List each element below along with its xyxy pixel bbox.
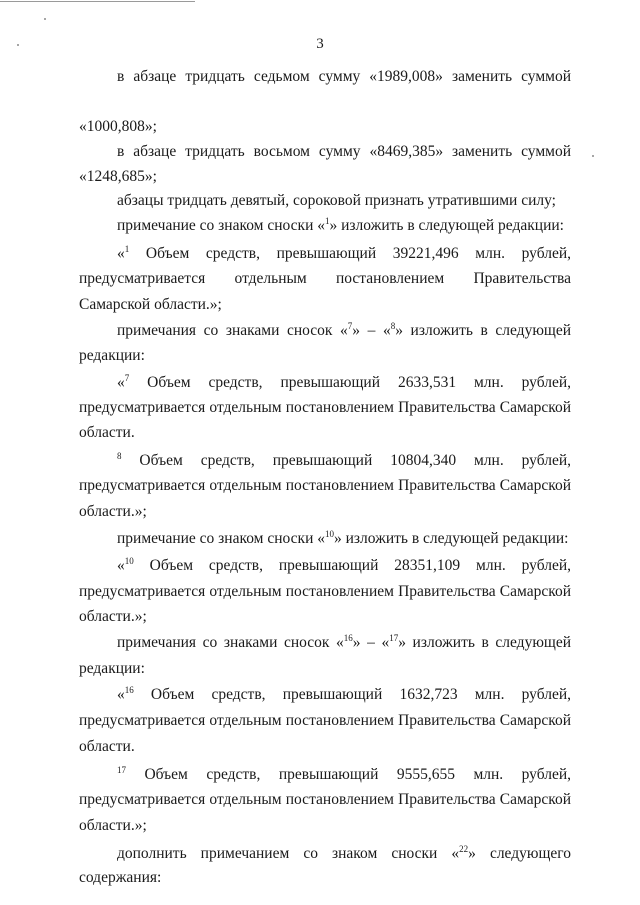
text-line: предусматривается отдельным постановлением Правительства Самарской — [79, 791, 571, 808]
text-line: предусматривается отдельным постановлением Правительства Самарской — [79, 399, 571, 416]
text-line: $^8$ Объем средств, превышающий 10804,340 млн. рублей, — [117, 451, 571, 469]
text-line: области.»; — [79, 817, 147, 834]
text-line: содержания: — [79, 869, 162, 886]
text-line: «$^{10}$ Объем средств, превышающий 28351,109 млн. рублей, — [117, 556, 571, 574]
text-line: в абзаце тридцать седьмом сумму «1989,008» заменить суммой — [117, 68, 571, 85]
text-line: предусматривается отдельным постановлением Правительства Самарской — [79, 477, 571, 494]
text-line: «1000,808»; — [79, 118, 157, 135]
text-line: редакции: — [79, 660, 145, 677]
scan-speck — [44, 18, 46, 20]
text-line: «$^7$ Объем средств, превышающий 2633,531 млн. рублей, — [117, 373, 571, 391]
text-line: примечания со знаками сносок «$^{16}$» – «$^{17}$» изложить в следующей — [117, 633, 572, 651]
text-line: области. — [79, 738, 135, 755]
text-line: «1248,685»; — [79, 168, 157, 185]
text-line: редакции: — [79, 347, 145, 364]
text-line: предусматривается отдельным постановлением Правительства Самарской — [79, 712, 571, 729]
text-line: предусматривается отдельным постановлением Правительства — [79, 270, 571, 287]
text-line: дополнить примечанием со знаком сноски «$^{22}$» следующего — [117, 844, 571, 862]
text-line: «$^{16}$ Объем средств, превышающий 1632,723 млн. рублей, — [117, 685, 571, 703]
text-line: области.»; — [79, 503, 147, 520]
scan-speck — [592, 155, 594, 157]
text-line: области.»; — [79, 608, 147, 625]
text-line: в абзаце тридцать восьмом сумму «8469,385» заменить суммой — [117, 143, 571, 160]
text-line: $^{17}$ Объем средств, превышающий 9555,655 млн. рублей, — [117, 765, 571, 783]
text-line: примечание со знаком сноски «$^1$» изложить в следующей редакции: — [117, 216, 564, 234]
scan-top-rule — [0, 1, 195, 2]
text-line: примечание со знаком сноски «$^{10}$» изложить в следующей редакции: — [117, 529, 569, 547]
text-line: абзацы тридцать девятый, сороковой признать утратившими силу; — [117, 192, 556, 209]
text-line: области. — [79, 424, 135, 441]
text-line: Самарской области.»; — [79, 296, 222, 313]
page-number: 3 — [316, 36, 324, 52]
text-line: примечания со знаками сносок «$^7$» – «$^8$» изложить в следующей — [117, 321, 572, 339]
text-line: предусматривается отдельным постановлением Правительства Самарской — [79, 583, 571, 600]
text-line: «$^1$ Объем средств, превышающий 39221,496 млн. рублей, — [117, 244, 571, 262]
